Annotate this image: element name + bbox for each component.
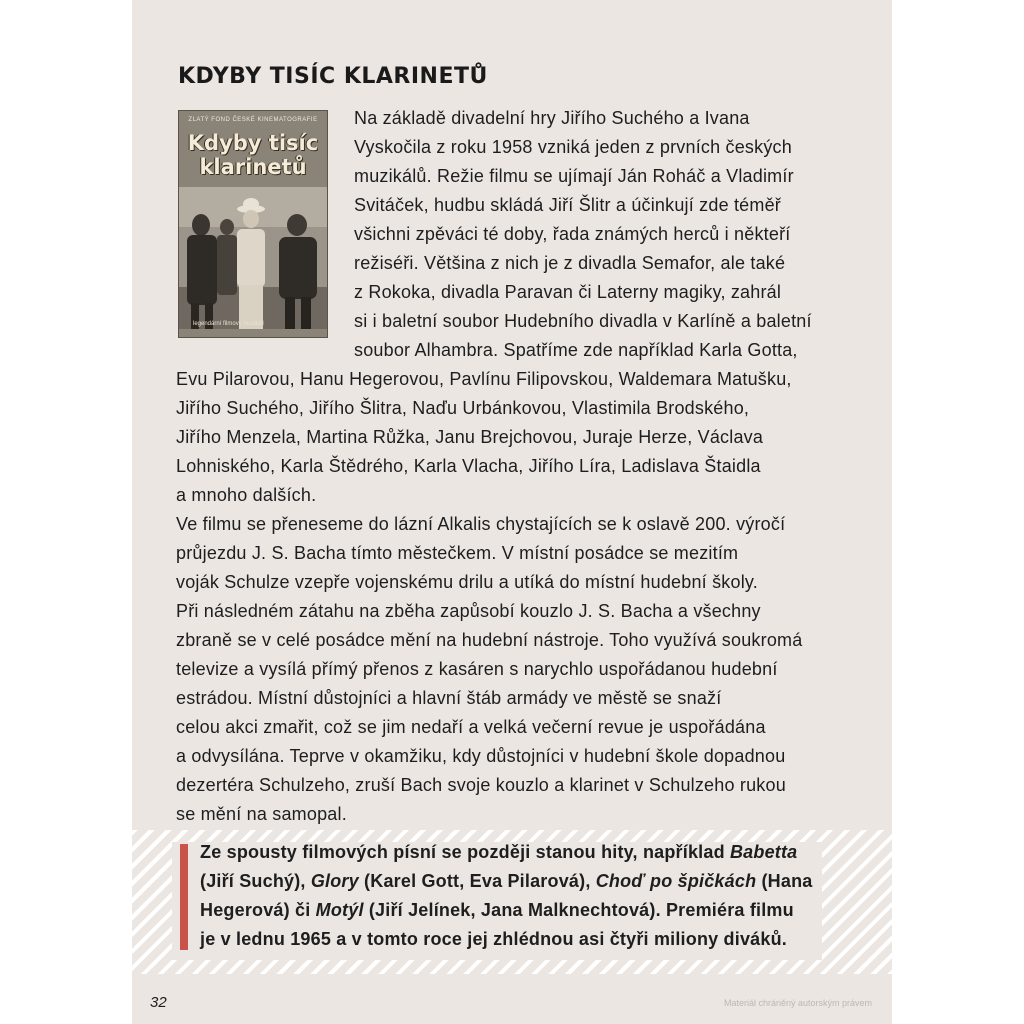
body-line: estrádou. Místní důstojníci a hlavní štáb armády ve městě se snaží [176, 688, 722, 708]
body-line: režiséři. Většina z nich je z divadla Semafor, ale také [354, 253, 786, 273]
callout-accent-bar [180, 844, 188, 950]
song-title: Glory [310, 871, 359, 891]
body-line: všichni zpěváci té doby, řada známých herců i někteří [354, 224, 791, 244]
callout-line [200, 871, 812, 892]
body-line: celou akci zmařit, což se jim nedaří a velká večerní revue je uspořádána [176, 717, 766, 737]
callout-line: je v lednu 1965 a v tomto roce jej zhlédnou asi čtyři miliony diváků. [200, 929, 787, 949]
callout-line [200, 842, 797, 863]
body-line: Evu Pilarovou, Hanu Hegerovou, Pavlínu Filipovskou, Waldemara Matušku, [176, 369, 792, 389]
poster-photo [179, 187, 327, 329]
song-title: Babetta [729, 842, 798, 862]
song-title: Motýl [315, 900, 364, 920]
body-line: Při následném zátahu na zběha zapůsobí kouzlo J. S. Bacha a všechny [176, 601, 761, 621]
callout-text: Hegerová) či [200, 900, 316, 920]
body-line: z Rokoka, divadla Paravan či Laterny magiky, zahrál [354, 282, 782, 302]
body-line: a odvysílána. Teprve v okamžiku, kdy důstojníci v hudební škole dopadnou [176, 746, 786, 766]
body-line: voják Schulze vzepře vojenskému drilu a utíká do místní hudební školy. [176, 572, 758, 592]
callout-text: Ze spousty filmových písní se později stanou hity, například [200, 842, 730, 862]
body-line: Jiřího Menzela, Martina Růžka, Janu Brejchovou, Juraje Herze, Václava [176, 427, 764, 447]
body-line: Ve filmu se přeneseme do lázní Alkalis chystajících se k oslavě 200. výročí [176, 514, 786, 534]
song-title: Choď po špičkách [595, 871, 757, 891]
chapter-title: KDYBY TISÍC KLARINETŮ [178, 64, 488, 89]
body-line: Lohniského, Karla Štědrého, Karla Vlacha, Jiřího Líra, Ladislava Štaidla [176, 456, 761, 476]
callout-text: (Hana [756, 871, 813, 891]
highlight-callout [132, 830, 892, 974]
body-line: a mnoho dalších. [176, 485, 317, 505]
body-line: Svitáček, hudbu skládá Jiří Šlitr a účinkují zde téměř [354, 195, 781, 215]
callout-text: (Jiří Jelínek, Jana Malknechtová). Premiéra filmu [363, 900, 794, 920]
book-page [132, 0, 892, 1024]
poster-title-line: Kdyby tisíc [187, 131, 319, 155]
body-line: televize a vysílá přímý přenos z kasáren s narychlo uspořádanou hudební [176, 659, 778, 679]
body-line: si i baletní soubor Hudebního divadla v Karlíně a baletní [354, 311, 812, 331]
copyright-watermark: Materiál chráněný autorským právem [723, 998, 872, 1008]
body-line: soubor Alhambra. Spatříme zde například Karla Gotta, [354, 340, 798, 360]
page-number: 32 [150, 994, 167, 1011]
callout-line [200, 900, 794, 921]
poster-caption: legendární filmový muzikál [193, 321, 264, 327]
body-line: se mění na samopal. [176, 804, 347, 824]
body-line: zbraně se v celé posádce mění na hudební nástroje. Toho využívá soukromá [176, 630, 803, 650]
poster-title [179, 131, 327, 179]
body-line: Na základě divadelní hry Jiřího Suchého a Ivana [354, 108, 750, 128]
callout-text: (Karel Gott, Eva Pilarová), [358, 871, 596, 891]
callout-text: (Jiří Suchý), [200, 871, 311, 891]
body-line: dezertéra Schulzeho, zruší Bach svoje kouzlo a klarinet v Schulzeho rukou [176, 775, 786, 795]
body-line: Jiřího Suchého, Jiřího Šlitra, Naďu Urbánkovou, Vlastimila Brodského, [176, 398, 750, 418]
poster-title-line: klarinetů [199, 155, 307, 179]
body-line: Vyskočila z roku 1958 vzniká jeden z prvních českých [354, 137, 792, 157]
film-poster-image [178, 110, 328, 338]
poster-series-label: ZLATÝ FOND ČESKÉ KINEMATOGRAFIE [188, 117, 318, 123]
body-line: muzikálů. Režie filmu se ujímají Ján Roháč a Vladimír [354, 166, 794, 186]
body-line: průjezdu J. S. Bacha tímto městečkem. V místní posádce se mezitím [176, 543, 739, 563]
